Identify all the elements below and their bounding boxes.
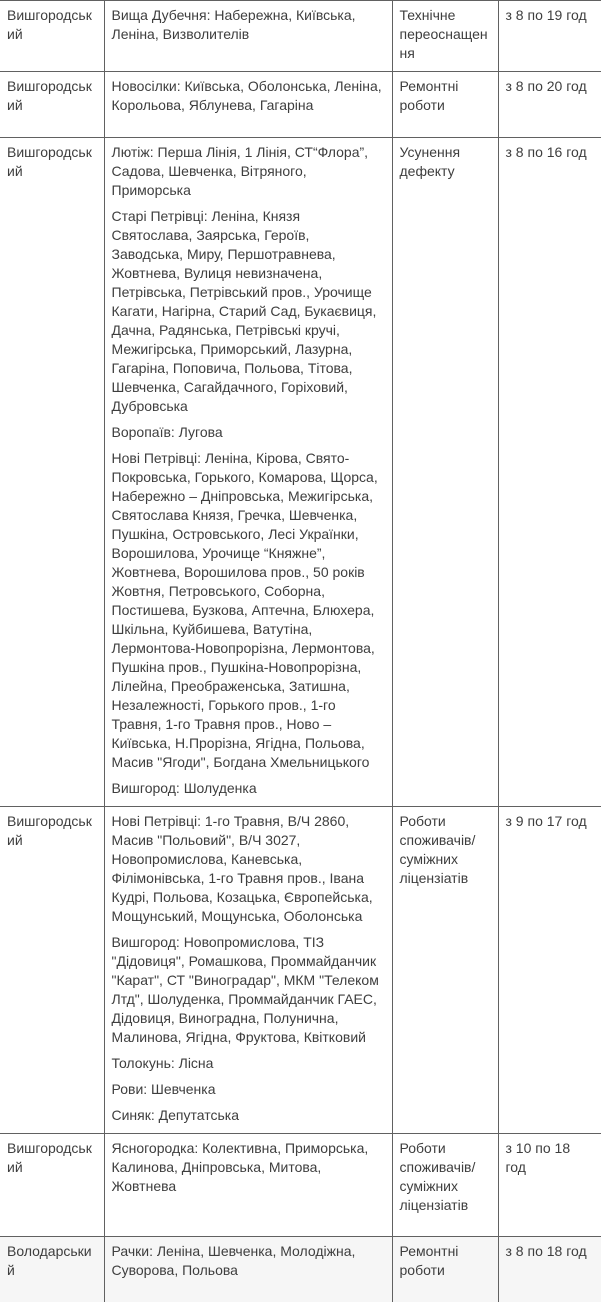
streets-cell	[104, 72, 392, 138]
street-group: Нові Петрівці: 1-го Травня, В/Ч 2860, Масив "Польовий", В/Ч 3027, Новопромислова, Каневська, Філімонівська, 1-го Травня пров., Івана Кудрі, Польова, Козацька, Європейська, Мощунський, Мощунська, Оболонська	[112, 812, 384, 926]
district-cell: Вишгородський	[0, 807, 104, 1134]
time-cell: з 8 по 16 год	[498, 138, 601, 807]
district-cell: Вишгородський	[0, 138, 104, 807]
streets-cell	[104, 1237, 392, 1302]
work-type-cell: Ремонтні роботи	[392, 1237, 498, 1302]
street-group: Нові Петрівці: Леніна, Кірова, Свято-Покровська, Горького, Комарова, Щорса, Набережно – Дніпровська, Межигірська, Святослава Князя, Гречка, Шевченка, Пушкіна, Островського, Лесі Українки, Ворошилова, Урочище “Княжне”, Жовтнева, Ворошилова пров., 50 років Жовтня, Петровського, Соборна, Постишева, Бузкова, Аптечна, Блюхера, Шкільна, Куйбишева, Ватутіна, Лермонтова-Новопрорізна, Лермонтова, Пушкіна пров., Пушкіна-Новопрорізна, Лілейна, Преображенська, Затишна, Незалежності, Горького пров., 1-го Травня, 1-го Травня пров., Ново – Київська, Н.Прорізна, Ягідна, Польова, Масив "Ягоди", Богдана Хмельницького	[112, 449, 384, 772]
street-group: Лютіж: Перша Лінія, 1 Лінія, СТ“Флора”, Садова, Шевченка, Вітряного, Приморська	[112, 143, 384, 200]
time-cell: з 8 по 19 год	[498, 1, 601, 72]
work-type-cell: Роботи споживачів/ суміжних ліцензіатів	[392, 1134, 498, 1237]
district-cell: Вишгородський	[0, 1134, 104, 1237]
street-group: Новосілки: Київська, Оболонська, Леніна, Корольова, Яблунева, Гагаріна	[112, 77, 384, 115]
time-cell: з 8 по 20 год	[498, 72, 601, 138]
street-group: Старі Петрівці: Леніна, Князя Святослава, Заярська, Героїв, Заводська, Миру, Першотравнева, Жовтнева, Вулиця невизначена, Петрівська, Петрівський пров., Урочище Кагати, Нагірна, Старий Сад, Букаєвиця, Дачна, Радянська, Петрівські кручі, Межигірська, Приморський, Лазурна, Гагаріна, Поповича, Польова, Тітова, Шевченка, Сагайдачного, Горіховий, Дубровська	[112, 207, 384, 416]
street-group: Толокунь: Лісна	[112, 1054, 384, 1073]
time-cell: з 10 по 18 год	[498, 1134, 601, 1237]
streets-cell	[104, 138, 392, 807]
work-type-cell: Технічне переоснащення	[392, 1, 498, 72]
street-group: Вишгород: Новопромислова, ТІЗ "Дідовиця", Ромашкова, Проммайданчик "Карат", СТ "Виноградар", МКМ "Телеком Лтд", Шолуденка, Проммайданчик ГАЕС, Дідовиця, Виноградна, Полунична, Малинова, Ягідна, Фруктова, Квітковий	[112, 933, 384, 1047]
table-row	[0, 1, 601, 72]
street-group: Синяк: Депутатська	[112, 1106, 384, 1125]
streets-cell	[104, 1, 392, 72]
district-cell: Володарський	[0, 1237, 104, 1302]
street-group: Рачки: Леніна, Шевченка, Молодіжна, Суворова, Польова	[112, 1242, 384, 1280]
street-group: Вишгород: Шолуденка	[112, 779, 384, 798]
time-cell: з 9 по 17 год	[498, 807, 601, 1134]
work-type-cell: Роботи споживачів/ суміжних ліцензіатів	[392, 807, 498, 1134]
table-row	[0, 1134, 601, 1237]
work-type-cell: Усунення дефекту	[392, 138, 498, 807]
time-cell: з 8 по 18 год	[498, 1237, 601, 1302]
table-row	[0, 807, 601, 1134]
streets-cell	[104, 1134, 392, 1237]
table-row	[0, 138, 601, 807]
district-cell: Вишгородський	[0, 72, 104, 138]
street-group: Ясногородка: Колективна, Приморська, Калинова, Дніпровська, Митова, Жовтнева	[112, 1139, 384, 1196]
work-type-cell: Ремонтні роботи	[392, 72, 498, 138]
district-cell: Вишгородський	[0, 1, 104, 72]
streets-cell	[104, 807, 392, 1134]
street-group: Вища Дубечня: Набережна, Київська, Леніна, Визволителів	[112, 6, 384, 44]
table-row	[0, 72, 601, 138]
street-group: Воропаїв: Лугова	[112, 423, 384, 442]
street-group: Рови: Шевченка	[112, 1080, 384, 1099]
table-row	[0, 1237, 601, 1302]
